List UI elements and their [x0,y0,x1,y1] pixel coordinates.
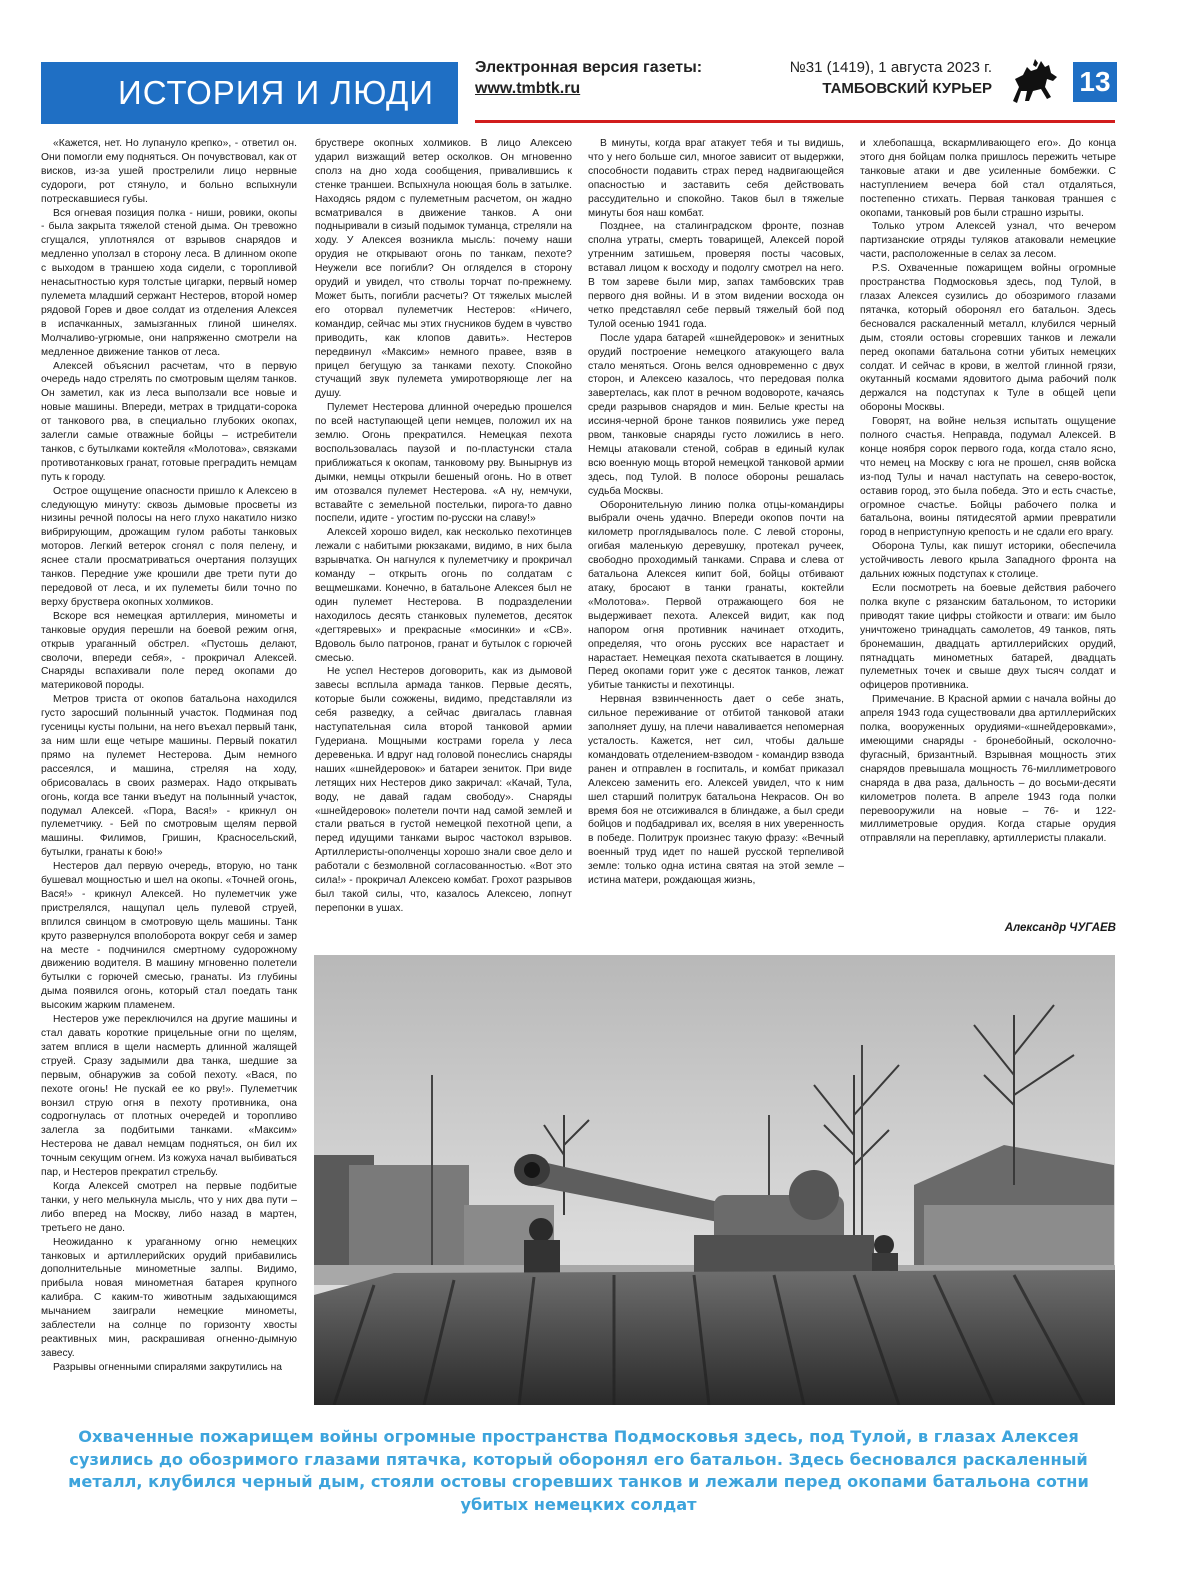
paragraph: Оборона Тулы, как пишут историки, обеспечила устойчивость левого крыла Западного фронта на дальних южных подступах к столице. [860,541,1116,581]
issue-date: №31 (1419), 1 августа 2023 г. [789,59,992,76]
paragraph: Нестеров дал первую очередь, вторую, но танк бушевал мощностью и шел на окопы. «Точней огонь, Вася!» - крикнул Алексей. Но пулеметчик уже пристрелялся, нащупал цель пулевой струей, вплился свинцом в смотровую щель машины. Танк круто развернулся вполоборота вокруг себя и замер на месте - подчинился смертному судорожному движению водителя. В машину мгновенно полетели бутылки с горючей смесью, гранаты. Из глубины дыма появился огонь, который стал поедать танк высоким жарким пламенем. [41,861,297,1012]
paragraph: Позднее, на сталинградском фронте, познав сполна утраты, смерть товарищей, Алексей порой утренним затишьем, проверяя посты часовых, вставал лицом к восходу и подолгу смотрел на него. В том зареве были мир, запах тамбовских трав первого дня войны. И в этом видении восхода он четко представлял себе первый тяжелый бой под Тулой осенью 1941 года. [588,221,844,330]
paragraph: Разрывы огненными спиралями закрутились на [53,1361,283,1373]
paragraph: Оборонительную линию полка отцы-командиры выбрали очень удачно. Впереди окопов почти на километр проглядывалось поле. С левой стороны, огибая маленькую деревушку, протекал ручеек, свободно проходимый танками. Справа и слева от батальона Алексея кипит бой, бойцы отбивают атаку, бросают в танки гранаты, коктейли «Молотова». Первой отражающего боя не выдерживает пехота. Алексей видит, как под напором огня противник начинает отходить, определяя, что огонь русских все нарастает и нарастает. Немецкая пехота скатывается в лощину. Перед окопами горит уже с десяток танков, лежат убитые танкисты и пехотинцы. [588,499,844,692]
page-number: 13 [1073,62,1117,102]
paragraph: бруствере окопных холмиков. В лицо Алексею ударил визжащий ветер осколков. Он мгновенно сполз на дно хода сообщения, привалившись к стенке траншеи. Вспыхнула ноющая боль в затылке. Находясь рядом с пулеметным расчетом, он жадно всматривался в движение танков. А они подныривали в сизый подымок туманца, стреляли на ходу. У Алексея возникла мысль: почему наши орудия не открывают огонь по танкам, пехоте? Неужели все погибли? Он огляделся в сторону орудий и увидел, что стволы торчат по-прежнему. Может быть, погибли расчеты? От тяжелых мыслей его оторвал пулеметчик Нестеров: «Ничего, командир, сейчас мы этих гнусников будем в чувство приводить, как клопов давить». Нестеров передвинул «Максим» немного правее, взяв в прицел бегущую за танками пехоту. Спокойно стучащий звук пулемета умиротворяюще лег на душу. [315,138,572,400]
newspaper-name: ТАМБОВСКИЙ КУРЬЕР [822,80,992,97]
paragraph: Говорят, на войне нельзя испытать ощущение полного счастья. Неправда, подумал Алексей. В конце ноября сорок первого года, когда стало ясно, что немец на Москву с юга не прошел, сняв войска из-под Тулы и начал наступать на северо-восток, оставив город, это была победа. Это и есть счастье, огромное счастье. Бойцы рабочего полка и батальона, воины пятидесятой армии превратили город в неприступную крепость и не сдали его врагу. [860,416,1116,539]
paragraph: Метров триста от окопов батальона находился густо заросший полынный участок. Подминая под гусеницы кусты полыни, на него въехал первый танк, за ним шли еще четыре машины. Первый покатил прямо на пулемет Нестерова. Дым немного рассеялся, и машина, стреляя на ходу, обрисовалась в своих размерах. Надо открывать огонь, когда все танки въедут на полынный участок, подумал Алексей. «Пора, Вася!» - крикнул он пулеметчику. - Бей по смотровым щелям первой машины. Филимов, Гришин, Красносельский, бутылки, гранаты к бою!» [41,694,297,859]
article-column-1 [41,137,297,1412]
photo-caption: Охваченные пожарищем войны огромные пространства Подмосковья здесь, под Тулой, в глазах Алексея сузились до обозримого глазами пятачка, который оборонял его батальон. Здесь бесновался раскаленный металл, клубился черный дым, стояли остовы сгоревших танков и лежали перед окопами батальона сотни убитых немецких солдат [68,1427,1089,1514]
paragraph: Когда Алексей смотрел на первые подбитые танки, у него мелькнула мысль, что у них два пути – либо вперед на Москву, либо назад в мартен, третьего не дано. [41,1180,297,1234]
article-column-3 [588,137,844,942]
electronic-version-label: Электронная версия газеты: [475,59,703,76]
article-column-2 [315,137,572,942]
paragraph: Алексей объяснил расчетам, что в первую очередь надо стрелять по смотровым щелям танков. Он заметил, как из леса выползали все новые и новые машины. Впереди, метрах в тридцати-сорока от танкового рва, в специально глубоких окопах, залегли самые отважные бойцы – истребители танков, с бутылками коктейля «Молотова», связками противотанковых гранат, готовые преградить немцам путь к городу. [41,360,297,483]
paragraph: Вся огневая позиция полка - ниши, ровики, окопы - была закрыта тяжелой стеной дыма. Он тревожно сгущался, уплотнялся от взрывов снарядов и медленно уползал в сторону леса. В длинном окопе с выходом в траншею хода сидели, с торопливой ненасытностью куря толстые цигарки, первый номер пулемета младший сержант Нестеров, второй номер рядовой Горев и двое солдат из отделения Алексея в испачканных, замызганных глиной шинелях. Молчаливо-угрюмые, они напряженно смотрели на медленное движение танков от леса. [41,207,297,358]
paragraph: Острое ощущение опасности пришло к Алексею в следующую минуту: сквозь дымовые просветы из низины речной полосы на него глухо накатило низко вибрирующим, дрожащим гулом работы танковых моторов. Легкий ветерок сгонял с поля пелену, и яснее стали просматриваться очертания ползущих танков. Передние уже крошили две трети пути до передовой от леса, и их пулеметы били точно по верху бруствера окопных холмиков. [41,485,297,608]
website-link[interactable]: www.tmbtk.ru [475,80,581,97]
rubric-title: ИСТОРИЯ И ЛЮДИ [118,74,435,111]
paragraph: Если посмотреть на боевые действия рабочего полка вкупе с рязанским батальоном, то историки приводят такие цифры стойкости и отваги: им было уничтожено тринадцать самолетов, 49 танков, пять бронемашин, двадцать артиллерийских орудий, пятнадцать минометных батарей, двадцать пулеметных точек и свыше двух тысяч солдат и офицеров противника. [860,583,1116,692]
paragraph: Не успел Нестеров договорить, как из дымовой завесы всплыла армада танков. Первые десять, которые были сожжены, видимо, представляли из себя разведку, а сейчас двигалась главная наступательная сила второй танковой армии Гудериана. Мощными кострами горела у леса деревенька. И вдруг над головой понеслись снаряды наших «шнейдеровок» и батареи зениток. При виде летящих них Нестеров дико закричал: «Качай, Тула, воду, не давай гадам свободу». Снаряды «шнейдеровок» полетели почти над самой землей и стали рваться в густой немецкой пехотной цепи, а перед идущими танками вырос частокол взрывов. Артиллеристы-ополченцы хорошо знали свое дело и работали с безмолвной согласованностью. «Вот это сила!» - прокричал Алексею комбат. Грохот разрывов был такой силы, что, казалось Алексею, лопнут перепонки в ушах. [315,666,572,914]
section-rubric [41,62,458,124]
horse-rider-emblem-icon [1005,57,1063,109]
header-rule [475,120,1115,123]
paragraph: Нервная взвинченность дает о себе знать, сильное переживание от отбитой танковой атаки заполняет душу, на плечи наваливается непомерная усталость. Кажется, нет сил, чтобы дальше командовать отделением-взводом - командир взвода ранен и отправлен в госпиталь, и комбат приказал Алексею заменить его. Алексей увидел, что к ним шел старший политрук батальона Некрасов. Он во время боя не отсиживался в блиндаже, а был среди бойцов и подбадривал их, вселяя в них уверенность в победе. Политрук произнес такую фразу: «Вечный военный труд идет по нашей русской терпеливой земле: только одна истина святая на этой земле – истина матери, рождающая жизнь, [588,694,844,887]
paragraph: Алексей хорошо видел, как несколько пехотинцев лежали с набитыми рюкзаками, видимо, в них была взрывчатка. Он нагнулся к пулеметчику и прокричал команду – открыть огонь по солдатам с вещмешками. Конечно, в батальоне Алексея был не один пулемет Нестерова. В подразделении находилось десять станковых пулеметов, десяток «дегтяревых» и прекрасные «мосинки» и «СВ». Вдоволь было патронов, гранат и бутылок с горючей смесью. [315,527,572,664]
war-photo-image [314,955,1115,1405]
paragraph: Только утром Алексей узнал, что вечером партизанские отряды туляков атаковали немецкие части, расположенные в селах за лесом. [860,221,1116,261]
paragraph: «Кажется, нет. Но лупануло крепко», - ответил он. Они помогли ему подняться. Он почувствовал, как от висков, из-за ушей прострелили лицо нервные судороги, рот стянуло, и больно вспыхнули потрескавшиеся губы. [41,138,297,205]
paragraph: После удара батарей «шнейдеровок» и зенитных орудий построение немецкого атакующего вала стало меняться. Огонь велся одновременно с двух сторон, и Алексею казалось, что передовая полка завертелась, как плот в речном водовороте, качаясь среди разрывов снарядов и мин. Белые кресты на иссиня-черной броне танков появились уже перед рвом, танковые снаряды густо ложились в него. Немцы атаковали стеной, собрав в единый кулак всю военную мощь второй немецкой танковой армии здесь, под Тулой. В полосе обороны решалась судьба Москвы. [588,332,844,497]
article-column-4 [860,137,1116,917]
paragraph: Примечание. В Красной армии с начала войны до апреля 1943 года существовали два артиллерийских полка, вооруженных орудиями-«шнейдеровками», имеющими снаряды - бронебойный, осколочно-фугасный, бризантный. Взрывная мощность этих снарядов превышала мощность 76-миллиметрового снаряда в два раза, дальность – до восьми-десяти километров полета. В апреле 1943 года полки перевооружили на новые – 76- и 122-миллиметровые орудия. Когда старые орудия отправляли на переплавку, артиллеристы плакали. [860,694,1116,845]
paragraph: Нестеров уже переключился на другие машины и стал давать короткие прицельные огни по щелям, затем вплися в щели насмерть длинной жалящей струей. Сразу задымили два танка, шедшие за первым, обнаружив за собой пехоту. «Вася, по пехоте огонь! Не пускай ее ко рву!». Пулеметчик вонзил струю огня в пехоту противника, она содрогнулась от плотных очередей и торопливо залегла за подбитыми танками. «Максим» Нестерова не давал немцам подняться, он бил их точным секущим огнем. Из кожуха начал выбиваться пар, и Нестеров прекратил стрельбу. [41,1014,297,1179]
paragraph: P.S. Охваченные пожарищем войны огромные пространства Подмосковья здесь, под Тулой, в глазах Алексея сузились до обозримого глазами пятачка, который оборонял его батальон. Здесь бесновался раскаленный металл, клубился черный дым, стояли остовы сгоревших танков и лежали перед окопами батальона сотни убитых немецких солдат. И сейчас в крови, в желтой глинной грязи, окутанный космами ядовитого дыма рабочий полк держался на подступах к Туле в общей цепи обороны Москвы. [860,263,1116,414]
paragraph: Вскоре вся немецкая артиллерия, минометы и танковые орудия перешли на боевой режим огня, открыв ураганный обстрел. «Пустошь делают, сволочи, впереди себя», - прокричал Алексей. Снаряды вспахивали поле перед окопами до материковой породы. [41,610,297,692]
paragraph: В минуты, когда враг атакует тебя и ты видишь, что у него больше сил, многое зависит от выдержки, способности подавить страх перед надвигающейся опасностью и заставить себя действовать рассудительно и спокойно. Таков был в тяжелые минуты боя наш комбат. [588,138,844,219]
article-author: Александр ЧУГАЕВ [1004,922,1116,934]
paragraph: Неожиданно к ураганному огню немецких танковых и артиллерийских орудий прибавились дополнительные минометные залпы. Видимо, прибыла новая минометная батарея крупного калибра. С каким-то животным задыхающимся мычанием заиграли немецкие минометы, заблестели на солнце по горизонту хвосты реактивных мин, раскрашивая огненно-дымную завесу. [41,1236,297,1359]
paragraph: и хлебопашца, вскармливающего его». До конца этого дня бойцам полка пришлось пережить четыре танковые атаки и две усиленные бомбежки. С наступлением вечера бой стал отдаляться, постепенно стихать. Первая танковая траншея с окопами, танковый ров были страшно изрыты. [860,138,1116,219]
paragraph: Пулемет Нестерова длинной очередью прошелся по всей наступающей цепи немцев, положил их на землю. Огонь прекратился. Немецкая пехота воспользовалась паузой и по-пластунски стала приближаться к окопам, танковому рву. Вынырнув из дымки, немцы открыли бешеный огонь. Но в ответ им отозвался пулемет Нестерова. «А ну, немчуки, вставайте с земельной постельки, пирога-то давно поспели, идите - угостим по-русски на славу!» [315,402,572,525]
